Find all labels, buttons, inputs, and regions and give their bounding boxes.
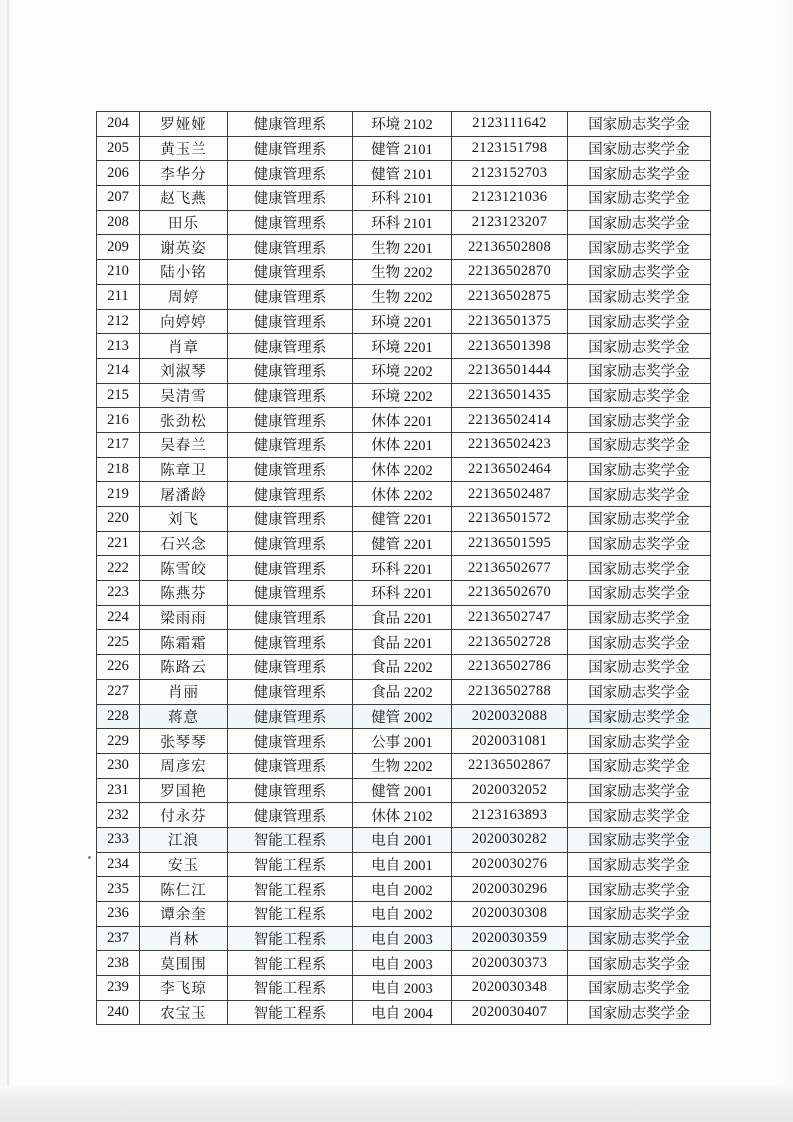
cell-student-name: 蒋意 [140,704,228,729]
cell-serial-number: 238 [97,951,140,976]
cell-student-id: 22136502487 [452,482,568,507]
cell-serial-number: 234 [97,852,140,877]
cell-student-name: 谢英姿 [140,235,228,260]
cell-class: 食品 2201 [353,630,452,655]
cell-class: 食品 2202 [353,655,452,680]
table-row [97,112,711,137]
cell-department: 智能工程系 [228,852,353,877]
cell-student-name: 陈霜霜 [140,630,228,655]
cell-department: 健康管理系 [228,383,353,408]
cell-award-name: 国家励志奖学金 [568,432,711,457]
cell-student-id: 2123111642 [452,112,568,137]
cell-student-name: 农宝玉 [140,1000,228,1025]
cell-student-name: 田乐 [140,210,228,235]
cell-student-id: 22136501444 [452,358,568,383]
cell-student-id: 22136502670 [452,581,568,606]
cell-department: 健康管理系 [228,112,353,137]
cell-class: 休体 2102 [353,803,452,828]
cell-serial-number: 207 [97,186,140,211]
cell-student-name: 周彦宏 [140,753,228,778]
cell-department: 智能工程系 [228,827,353,852]
cell-student-id: 22136502747 [452,605,568,630]
cell-serial-number: 216 [97,408,140,433]
cell-class: 电自 2003 [353,976,452,1001]
cell-department: 智能工程系 [228,926,353,951]
table-row [97,778,711,803]
cell-student-id: 22136501595 [452,531,568,556]
cell-award-name: 国家励志奖学金 [568,408,711,433]
table-row [97,383,711,408]
cell-class: 健管 2002 [353,704,452,729]
cell-student-id: 2020030308 [452,902,568,927]
cell-serial-number: 240 [97,1000,140,1025]
table-row [97,136,711,161]
cell-student-name: 陈路云 [140,655,228,680]
cell-serial-number: 223 [97,581,140,606]
table-row [97,260,711,285]
cell-serial-number: 205 [97,136,140,161]
table-row [97,334,711,359]
cell-award-name: 国家励志奖学金 [568,136,711,161]
table-row [97,877,711,902]
table-row [97,753,711,778]
table-row [97,556,711,581]
cell-serial-number: 239 [97,976,140,1001]
cell-student-name: 刘淑琴 [140,358,228,383]
cell-class: 休体 2201 [353,432,452,457]
table-row [97,704,711,729]
table-row [97,186,711,211]
cell-student-id: 22136501435 [452,383,568,408]
cell-award-name: 国家励志奖学金 [568,852,711,877]
cell-student-name: 赵飞燕 [140,186,228,211]
cell-serial-number: 233 [97,827,140,852]
cell-class: 环科 2201 [353,556,452,581]
cell-award-name: 国家励志奖学金 [568,309,711,334]
cell-award-name: 国家励志奖学金 [568,630,711,655]
cell-award-name: 国家励志奖学金 [568,778,711,803]
cell-student-name: 肖林 [140,926,228,951]
cell-award-name: 国家励志奖学金 [568,655,711,680]
cell-student-id: 22136502875 [452,284,568,309]
cell-class: 健管 2201 [353,507,452,532]
cell-class: 健管 2101 [353,161,452,186]
cell-award-name: 国家励志奖学金 [568,679,711,704]
cell-department: 智能工程系 [228,877,353,902]
cell-serial-number: 210 [97,260,140,285]
cell-class: 休体 2201 [353,408,452,433]
cell-department: 健康管理系 [228,803,353,828]
cell-class: 电自 2001 [353,827,452,852]
cell-student-id: 22136502786 [452,655,568,680]
cell-serial-number: 227 [97,679,140,704]
table-row [97,605,711,630]
cell-serial-number: 206 [97,161,140,186]
cell-department: 健康管理系 [228,408,353,433]
cell-award-name: 国家励志奖学金 [568,827,711,852]
cell-class: 生物 2202 [353,753,452,778]
cell-serial-number: 217 [97,432,140,457]
cell-department: 健康管理系 [228,309,353,334]
cell-student-id: 2123163893 [452,803,568,828]
cell-student-id: 2123121036 [452,186,568,211]
cell-class: 食品 2202 [353,679,452,704]
cell-award-name: 国家励志奖学金 [568,803,711,828]
cell-serial-number: 236 [97,902,140,927]
cell-student-id: 2020030276 [452,852,568,877]
cell-student-id: 22136502867 [452,753,568,778]
cell-serial-number: 228 [97,704,140,729]
cell-student-id: 22136502677 [452,556,568,581]
table-row [97,902,711,927]
cell-department: 健康管理系 [228,482,353,507]
cell-student-name: 安玉 [140,852,228,877]
cell-department: 健康管理系 [228,630,353,655]
cell-award-name: 国家励志奖学金 [568,210,711,235]
cell-serial-number: 204 [97,112,140,137]
table-row [97,803,711,828]
cell-class: 环科 2101 [353,210,452,235]
cell-serial-number: 209 [97,235,140,260]
cell-award-name: 国家励志奖学金 [568,605,711,630]
cell-class: 电自 2001 [353,852,452,877]
cell-student-id: 22136502788 [452,679,568,704]
cell-department: 智能工程系 [228,1000,353,1025]
cell-student-name: 陆小铭 [140,260,228,285]
cell-student-id: 22136502414 [452,408,568,433]
cell-student-name: 肖丽 [140,679,228,704]
cell-student-name: 梁雨雨 [140,605,228,630]
cell-serial-number: 226 [97,655,140,680]
cell-class: 环境 2102 [353,112,452,137]
cell-student-name: 陈章卫 [140,457,228,482]
cell-department: 健康管理系 [228,581,353,606]
cell-department: 健康管理系 [228,556,353,581]
cell-student-name: 周婷 [140,284,228,309]
cell-serial-number: 224 [97,605,140,630]
cell-serial-number: 232 [97,803,140,828]
cell-department: 健康管理系 [228,729,353,754]
cell-department: 健康管理系 [228,704,353,729]
cell-serial-number: 208 [97,210,140,235]
cell-class: 电自 2003 [353,951,452,976]
scholarship-table-body [97,112,711,1025]
cell-department: 健康管理系 [228,284,353,309]
cell-student-name: 向婷婷 [140,309,228,334]
table-row [97,951,711,976]
cell-student-name: 石兴念 [140,531,228,556]
cell-award-name: 国家励志奖学金 [568,531,711,556]
cell-class: 生物 2202 [353,260,452,285]
cell-student-name: 张琴琴 [140,729,228,754]
cell-student-name: 李飞琼 [140,976,228,1001]
table-row [97,531,711,556]
cell-award-name: 国家励志奖学金 [568,976,711,1001]
cell-student-id: 2020030296 [452,877,568,902]
cell-class: 休体 2202 [353,457,452,482]
cell-department: 健康管理系 [228,753,353,778]
table-row [97,210,711,235]
cell-award-name: 国家励志奖学金 [568,260,711,285]
cell-award-name: 国家励志奖学金 [568,581,711,606]
cell-student-id: 22136502808 [452,235,568,260]
table-row [97,309,711,334]
scholarship-table [96,111,711,1025]
cell-student-name: 付永芬 [140,803,228,828]
cell-award-name: 国家励志奖学金 [568,482,711,507]
cell-class: 环境 2201 [353,309,452,334]
cell-class: 环境 2202 [353,383,452,408]
cell-department: 健康管理系 [228,457,353,482]
cell-student-name: 罗国艳 [140,778,228,803]
table-row [97,507,711,532]
cell-serial-number: 215 [97,383,140,408]
cell-student-name: 陈燕芬 [140,581,228,606]
cell-department: 智能工程系 [228,976,353,1001]
cell-serial-number: 212 [97,309,140,334]
table-row [97,432,711,457]
cell-award-name: 国家励志奖学金 [568,556,711,581]
scan-bottom-shadow [0,1086,793,1122]
cell-award-name: 国家励志奖学金 [568,235,711,260]
cell-student-name: 陈仁江 [140,877,228,902]
cell-department: 健康管理系 [228,531,353,556]
cell-serial-number: 214 [97,358,140,383]
cell-student-name: 谭余奎 [140,902,228,927]
cell-department: 健康管理系 [228,655,353,680]
cell-award-name: 国家励志奖学金 [568,186,711,211]
cell-department: 健康管理系 [228,605,353,630]
cell-student-name: 刘飞 [140,507,228,532]
cell-award-name: 国家励志奖学金 [568,704,711,729]
cell-student-id: 22136502423 [452,432,568,457]
cell-student-name: 黄玉兰 [140,136,228,161]
cell-award-name: 国家励志奖学金 [568,951,711,976]
cell-award-name: 国家励志奖学金 [568,383,711,408]
cell-serial-number: 231 [97,778,140,803]
cell-student-id: 22136502728 [452,630,568,655]
cell-student-id: 22136502464 [452,457,568,482]
cell-award-name: 国家励志奖学金 [568,112,711,137]
cell-student-id: 2020030282 [452,827,568,852]
table-row [97,284,711,309]
cell-department: 健康管理系 [228,778,353,803]
cell-student-name: 吴清雪 [140,383,228,408]
table-row [97,679,711,704]
cell-class: 食品 2201 [353,605,452,630]
cell-award-name: 国家励志奖学金 [568,507,711,532]
cell-student-id: 2020030373 [452,951,568,976]
cell-serial-number: 219 [97,482,140,507]
table-row [97,630,711,655]
cell-class: 电自 2003 [353,926,452,951]
cell-student-id: 2020032088 [452,704,568,729]
cell-serial-number: 218 [97,457,140,482]
table-row [97,457,711,482]
cell-class: 休体 2202 [353,482,452,507]
cell-class: 生物 2202 [353,284,452,309]
cell-class: 环科 2101 [353,186,452,211]
table-row [97,852,711,877]
cell-student-name: 李华分 [140,161,228,186]
cell-student-id: 22136501398 [452,334,568,359]
cell-class: 电自 2004 [353,1000,452,1025]
cell-student-id: 2123152703 [452,161,568,186]
cell-class: 健管 2201 [353,531,452,556]
table-row [97,827,711,852]
cell-award-name: 国家励志奖学金 [568,457,711,482]
cell-student-name: 陈雪皎 [140,556,228,581]
cell-student-id: 2123123207 [452,210,568,235]
scan-left-edge-line [7,0,9,1122]
cell-serial-number: 220 [97,507,140,532]
cell-department: 健康管理系 [228,358,353,383]
cell-student-id: 22136501572 [452,507,568,532]
cell-student-id: 2020032052 [452,778,568,803]
cell-department: 健康管理系 [228,432,353,457]
table-row [97,655,711,680]
table-row [97,581,711,606]
cell-award-name: 国家励志奖学金 [568,729,711,754]
table-row [97,482,711,507]
cell-student-id: 2020030348 [452,976,568,1001]
cell-student-id: 2020030407 [452,1000,568,1025]
table-row [97,161,711,186]
cell-class: 环科 2201 [353,581,452,606]
cell-serial-number: 225 [97,630,140,655]
cell-serial-number: 211 [97,284,140,309]
cell-department: 健康管理系 [228,210,353,235]
cell-department: 健康管理系 [228,235,353,260]
cell-department: 健康管理系 [228,334,353,359]
cell-serial-number: 213 [97,334,140,359]
table-row [97,1000,711,1025]
cell-department: 健康管理系 [228,161,353,186]
cell-department: 智能工程系 [228,951,353,976]
cell-student-id: 2020031081 [452,729,568,754]
cell-class: 环境 2202 [353,358,452,383]
cell-award-name: 国家励志奖学金 [568,284,711,309]
cell-student-id: 2020030359 [452,926,568,951]
cell-award-name: 国家励志奖学金 [568,334,711,359]
cell-award-name: 国家励志奖学金 [568,926,711,951]
cell-class: 健管 2001 [353,778,452,803]
cell-student-name: 罗娅娅 [140,112,228,137]
cell-serial-number: 235 [97,877,140,902]
cell-department: 健康管理系 [228,679,353,704]
cell-department: 健康管理系 [228,507,353,532]
cell-serial-number: 222 [97,556,140,581]
cell-department: 健康管理系 [228,186,353,211]
cell-serial-number: 237 [97,926,140,951]
cell-class: 公事 2001 [353,729,452,754]
cell-class: 生物 2201 [353,235,452,260]
cell-class: 健管 2101 [353,136,452,161]
cell-class: 环境 2201 [353,334,452,359]
table-row [97,926,711,951]
cell-department: 健康管理系 [228,136,353,161]
cell-award-name: 国家励志奖学金 [568,358,711,383]
cell-student-name: 江浪 [140,827,228,852]
cell-student-name: 莫围围 [140,951,228,976]
table-row [97,729,711,754]
table-row [97,976,711,1001]
cell-department: 健康管理系 [228,260,353,285]
cell-student-id: 22136502870 [452,260,568,285]
cell-award-name: 国家励志奖学金 [568,902,711,927]
cell-student-id: 2123151798 [452,136,568,161]
cell-serial-number: 229 [97,729,140,754]
table-row [97,358,711,383]
cell-department: 智能工程系 [228,902,353,927]
scan-speck [88,856,91,859]
cell-student-name: 肖章 [140,334,228,359]
cell-award-name: 国家励志奖学金 [568,1000,711,1025]
table-row [97,235,711,260]
cell-student-id: 22136501375 [452,309,568,334]
cell-student-name: 屠潘龄 [140,482,228,507]
cell-class: 电自 2002 [353,902,452,927]
cell-student-name: 张劲松 [140,408,228,433]
cell-serial-number: 221 [97,531,140,556]
cell-serial-number: 230 [97,753,140,778]
cell-award-name: 国家励志奖学金 [568,753,711,778]
cell-student-name: 吴春兰 [140,432,228,457]
table-row [97,408,711,433]
cell-class: 电自 2002 [353,877,452,902]
cell-award-name: 国家励志奖学金 [568,161,711,186]
cell-award-name: 国家励志奖学金 [568,877,711,902]
